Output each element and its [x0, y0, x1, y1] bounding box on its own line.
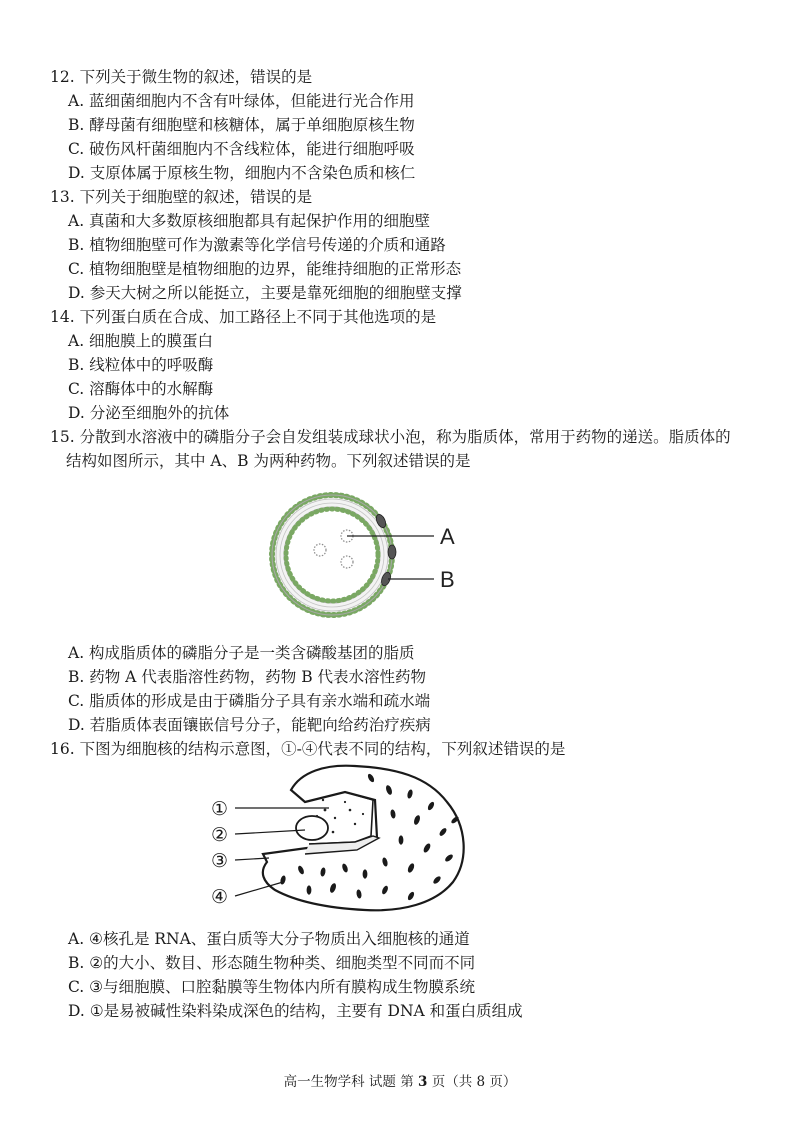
- liposome-bilayer: [272, 495, 392, 615]
- footer-prefix: 高一生物学科 试题 第: [283, 1074, 414, 1090]
- question-14-option-a: A. 细胞膜上的膜蛋白: [68, 332, 214, 350]
- label-1: ①: [211, 798, 229, 820]
- question-13-option-c: C. 植物细胞壁是植物细胞的边界，能维持细胞的正常形态: [68, 260, 462, 278]
- label-4: ④: [211, 886, 229, 908]
- question-16-option-b: B. ②的大小、数目、形态随生物种类、细胞类型不同而不同: [68, 954, 476, 972]
- question-14-option-b: B. 线粒体中的呼吸酶: [68, 356, 214, 374]
- question-14-option-c: C. 溶酶体中的水解酶: [68, 380, 214, 398]
- question-13-option-d: D. 参天大树之所以能挺立，主要是靠死细胞的细胞壁支撑: [68, 284, 462, 302]
- question-12-option-d: D. 支原体属于原核生物，细胞内不含染色质和核仁: [68, 164, 416, 182]
- question-15-stem-line1: 15. 分散到水溶液中的磷脂分子会自发组装成球状小泡，称为脂质体，常用于药物的递送。脂质体的: [50, 428, 731, 446]
- question-15-stem-line2: 结构如图所示，其中 A、B 为两种药物。下列叙述错误的是: [66, 452, 471, 470]
- liposome-figure: [250, 478, 480, 638]
- question-12-option-a: A. 蓝细菌细胞内不含有叶绿体，但能进行光合作用: [68, 92, 415, 110]
- question-16-option-a: A. ④核孔是 RNA、蛋白质等大分子物质出入细胞核的通道: [68, 930, 470, 948]
- question-16-option-d: D. ①是易被碱性染料染成深色的结构，主要有 DNA 和蛋白质组成: [68, 1002, 523, 1020]
- question-15-option-c: C. 脂质体的形成是由于磷脂分子具有亲水端和疏水端: [68, 692, 431, 710]
- question-12-option-c: C. 破伤风杆菌细胞内不含线粒体，能进行细胞呼吸: [68, 140, 415, 158]
- nucleus-figure: [205, 762, 475, 914]
- question-14-stem: 14. 下列蛋白质在合成、加工路径上不同于其他选项的是: [50, 308, 437, 326]
- label-a: A: [440, 524, 455, 549]
- question-16-stem: 16. 下图为细胞核的结构示意图，①-④代表不同的结构，下列叙述错误的是: [50, 740, 566, 758]
- label-2: ②: [211, 824, 229, 846]
- nuclear-envelope-outline: [263, 766, 464, 911]
- label-b: B: [440, 567, 455, 592]
- question-13-option-a: A. 真菌和大多数原核细胞都具有起保护作用的细胞壁: [68, 212, 431, 230]
- label-3: ③: [211, 850, 229, 872]
- question-15-option-d: D. 若脂质体表面镶嵌信号分子，能靶向给药治疗疾病: [68, 716, 431, 734]
- question-12-stem: 12. 下列关于微生物的叙述，错误的是: [50, 68, 313, 86]
- question-16-option-c: C. ③与细胞膜、口腔黏膜等生物体内所有膜构成生物膜系统: [68, 978, 476, 996]
- question-13-stem: 13. 下列关于细胞壁的叙述，错误的是: [50, 188, 313, 206]
- question-15-option-a: A. 构成脂质体的磷脂分子是一类含磷酸基团的脂质: [68, 644, 415, 662]
- nucleolus: [296, 816, 328, 840]
- footer-page-number: 3: [418, 1074, 428, 1090]
- question-14-option-d: D. 分泌至细胞外的抗体: [68, 404, 230, 422]
- question-12-option-b: B. 酵母菌有细胞壁和核糖体，属于单细胞原核生物: [68, 116, 415, 134]
- question-15-option-b: B. 药物 A 代表脂溶性药物，药物 B 代表水溶性药物: [68, 668, 427, 686]
- footer-suffix: 页（共 8 页）: [431, 1074, 517, 1090]
- page-footer: [0, 1070, 800, 1090]
- question-13-option-b: B. 植物细胞壁可作为激素等化学信号传递的介质和通路: [68, 236, 446, 254]
